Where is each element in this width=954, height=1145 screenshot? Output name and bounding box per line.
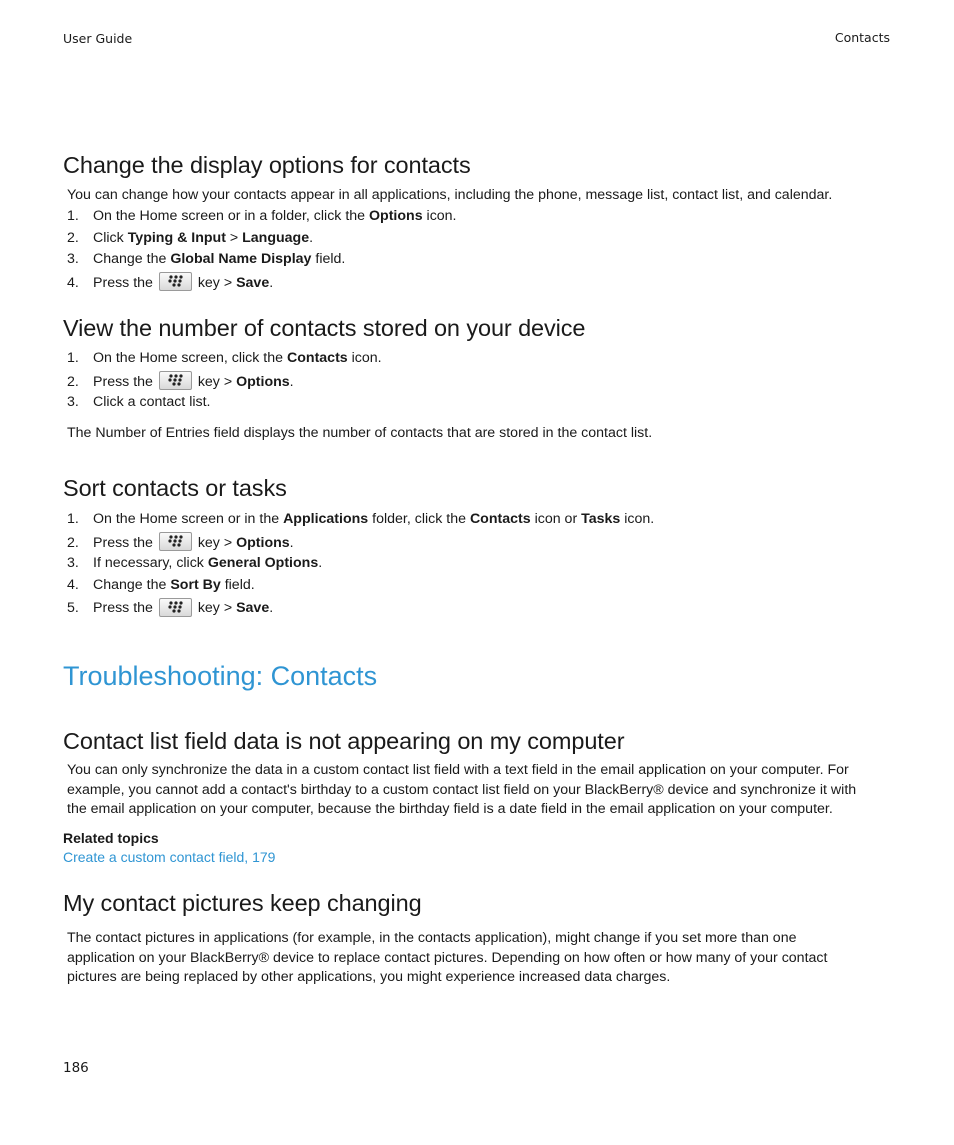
section-title-sort: Sort contacts or tasks	[63, 475, 287, 501]
section-title-view-number: View the number of contacts stored on your device	[63, 315, 586, 341]
blackberry-menu-key-icon	[159, 598, 192, 617]
chapter-title-troubleshooting: Troubleshooting: Contacts	[63, 661, 378, 691]
count-note: The Number of Entries field displays the number of contacts that are stored in the contact list.	[67, 425, 653, 441]
running-header-left: User Guide	[63, 31, 133, 46]
field-data-paragraph: You can only synchronize the data in a custom contact list field with a text field in the email application on your computer. For example, you cannot add a contact's birthday to a custom contact list field on your BlackBerry® device and synchronize it with the email application on your computer, because the birthday field is a date field in the email application on your computer.	[67, 762, 857, 817]
section-title-display-options: Change the display options for contacts	[63, 152, 471, 178]
blackberry-menu-key-icon	[159, 371, 192, 390]
display-intro: You can change how your contacts appear in all applications, including the phone, message list, contact list, and calendar.	[67, 187, 833, 203]
section-title-field-data: Contact list field data is not appearing on my computer	[63, 728, 625, 754]
related-topic-link[interactable]: Create a custom contact field, 179	[63, 849, 276, 865]
running-header-right: Contacts	[834, 30, 890, 45]
page-number: 186	[63, 1060, 89, 1076]
related-topics-heading: Related topics	[63, 830, 159, 846]
section-title-pictures: My contact pictures keep changing	[63, 890, 422, 916]
blackberry-menu-key-icon	[159, 532, 192, 551]
blackberry-menu-key-icon	[159, 272, 192, 291]
pictures-paragraph: The contact pictures in applications (for example, in the contacts application), might change if you set more than one application on your BlackBerry® device to replace contact pictures. Depending on how often or how many of your contact pictures are being replaced by other applications, you might experience increased data charges.	[67, 930, 828, 985]
